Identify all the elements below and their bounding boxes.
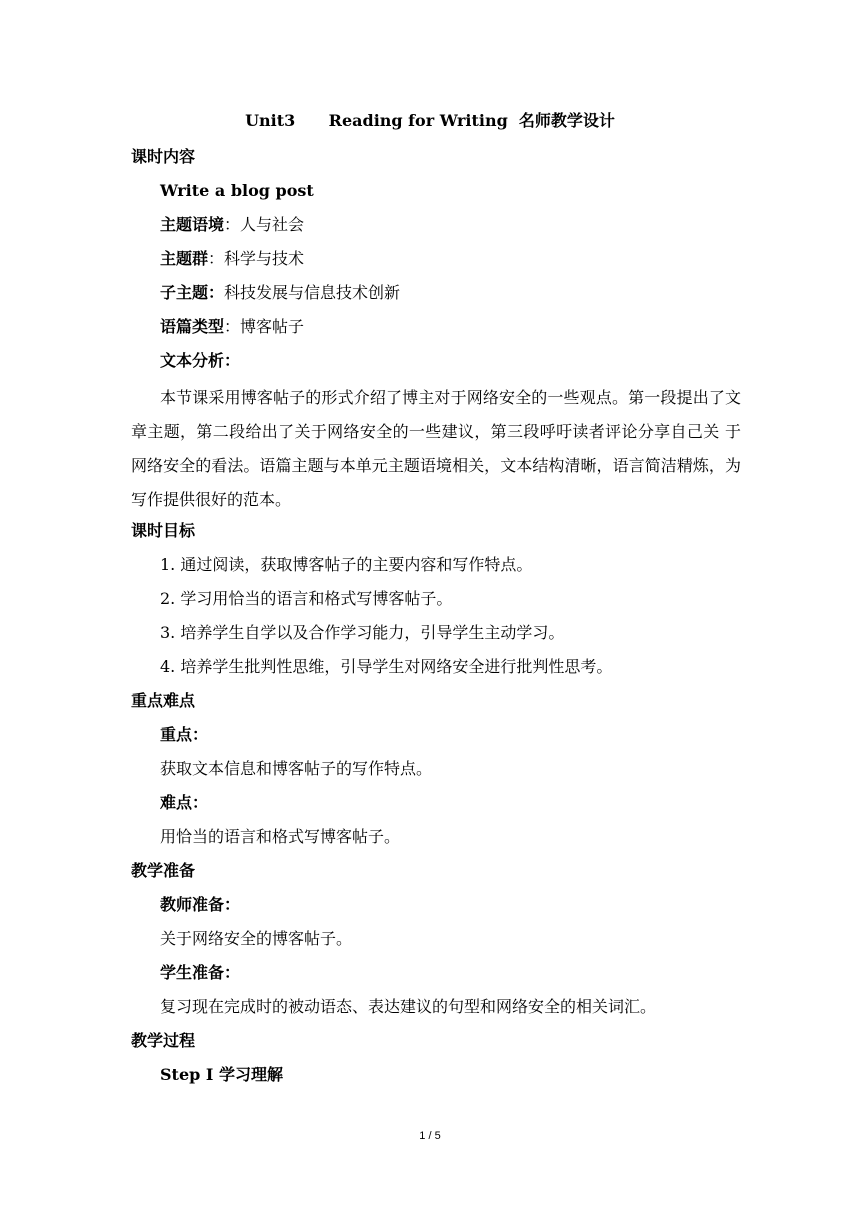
- text-analysis-paragraph: 本节课采用博客帖子的形式介绍了博主对于网络安全的一些观点。第一段提出了文章主题，第二段给出了关于网络安全的一些建议，第三段呼吁读者评论分享自己关 于网络安全的看法。语篇主题与本单元主题语境相关，文本结构清晰，语言简洁精炼，为写作提供很好的范本。: [131, 388, 741, 509]
- theme-group-line: [131, 245, 741, 279]
- theme-context-value: ：人与社会: [224, 215, 305, 234]
- sub-theme-line: [131, 279, 741, 313]
- theme-group-value: ：科学与技术: [208, 249, 305, 268]
- objective-item: 3. 培养学生自学以及合作学习能力，引导学生主动学习。: [160, 623, 565, 642]
- document-body: [131, 143, 741, 1095]
- section-heading-objectives: 课时目标: [131, 521, 196, 540]
- objective-item: 2. 学习用恰当的语言和格式写博客帖子。: [160, 589, 453, 608]
- text-type-value: ：博客帖子: [224, 317, 305, 336]
- step-one-heading: Step I 学习理解: [160, 1065, 283, 1084]
- focus-text: 获取文本信息和博客帖子的写作特点。: [160, 759, 433, 778]
- text-analysis-label: 文本分析：: [160, 351, 241, 370]
- theme-group-label: 主题群: [160, 249, 209, 268]
- teacher-prep-text: 关于网络安全的博客帖子。: [160, 929, 353, 948]
- text-type-line: [131, 313, 741, 347]
- document-title: Unit3 Reading for Writing 名师教学设计: [245, 111, 615, 130]
- objective-item: 1. 通过阅读，获取博客帖子的主要内容和写作特点。: [160, 555, 533, 574]
- section-heading-lesson-content: 课时内容: [131, 147, 196, 166]
- theme-context-line: [131, 211, 741, 245]
- sub-theme-label: 子主题：: [160, 283, 225, 302]
- student-prep-text: 复习现在完成时的被动语态、表达建议的句型和网络安全的相关词汇。: [160, 997, 657, 1016]
- lesson-topic: Write a blog post: [160, 181, 314, 200]
- sub-theme-value: 科技发展与信息技术创新: [224, 283, 401, 302]
- focus-label: 重点：: [160, 725, 209, 744]
- difficulty-text: 用恰当的语言和格式写博客帖子。: [160, 827, 401, 846]
- teacher-prep-label: 教师准备：: [160, 895, 241, 914]
- section-heading-preparation: 教学准备: [131, 861, 196, 880]
- text-type-label: 语篇类型: [160, 317, 225, 336]
- page-number: 1 / 5: [419, 1130, 441, 1142]
- theme-context-label: 主题语境: [160, 215, 225, 234]
- difficulty-label: 难点：: [160, 793, 209, 812]
- student-prep-label: 学生准备：: [160, 963, 241, 982]
- section-heading-process: 教学过程: [131, 1031, 196, 1050]
- objective-item: 4. 培养学生批判性思维，引导学生对网络安全进行批判性思考。: [160, 657, 613, 676]
- section-heading-key-points: 重点难点: [131, 691, 196, 710]
